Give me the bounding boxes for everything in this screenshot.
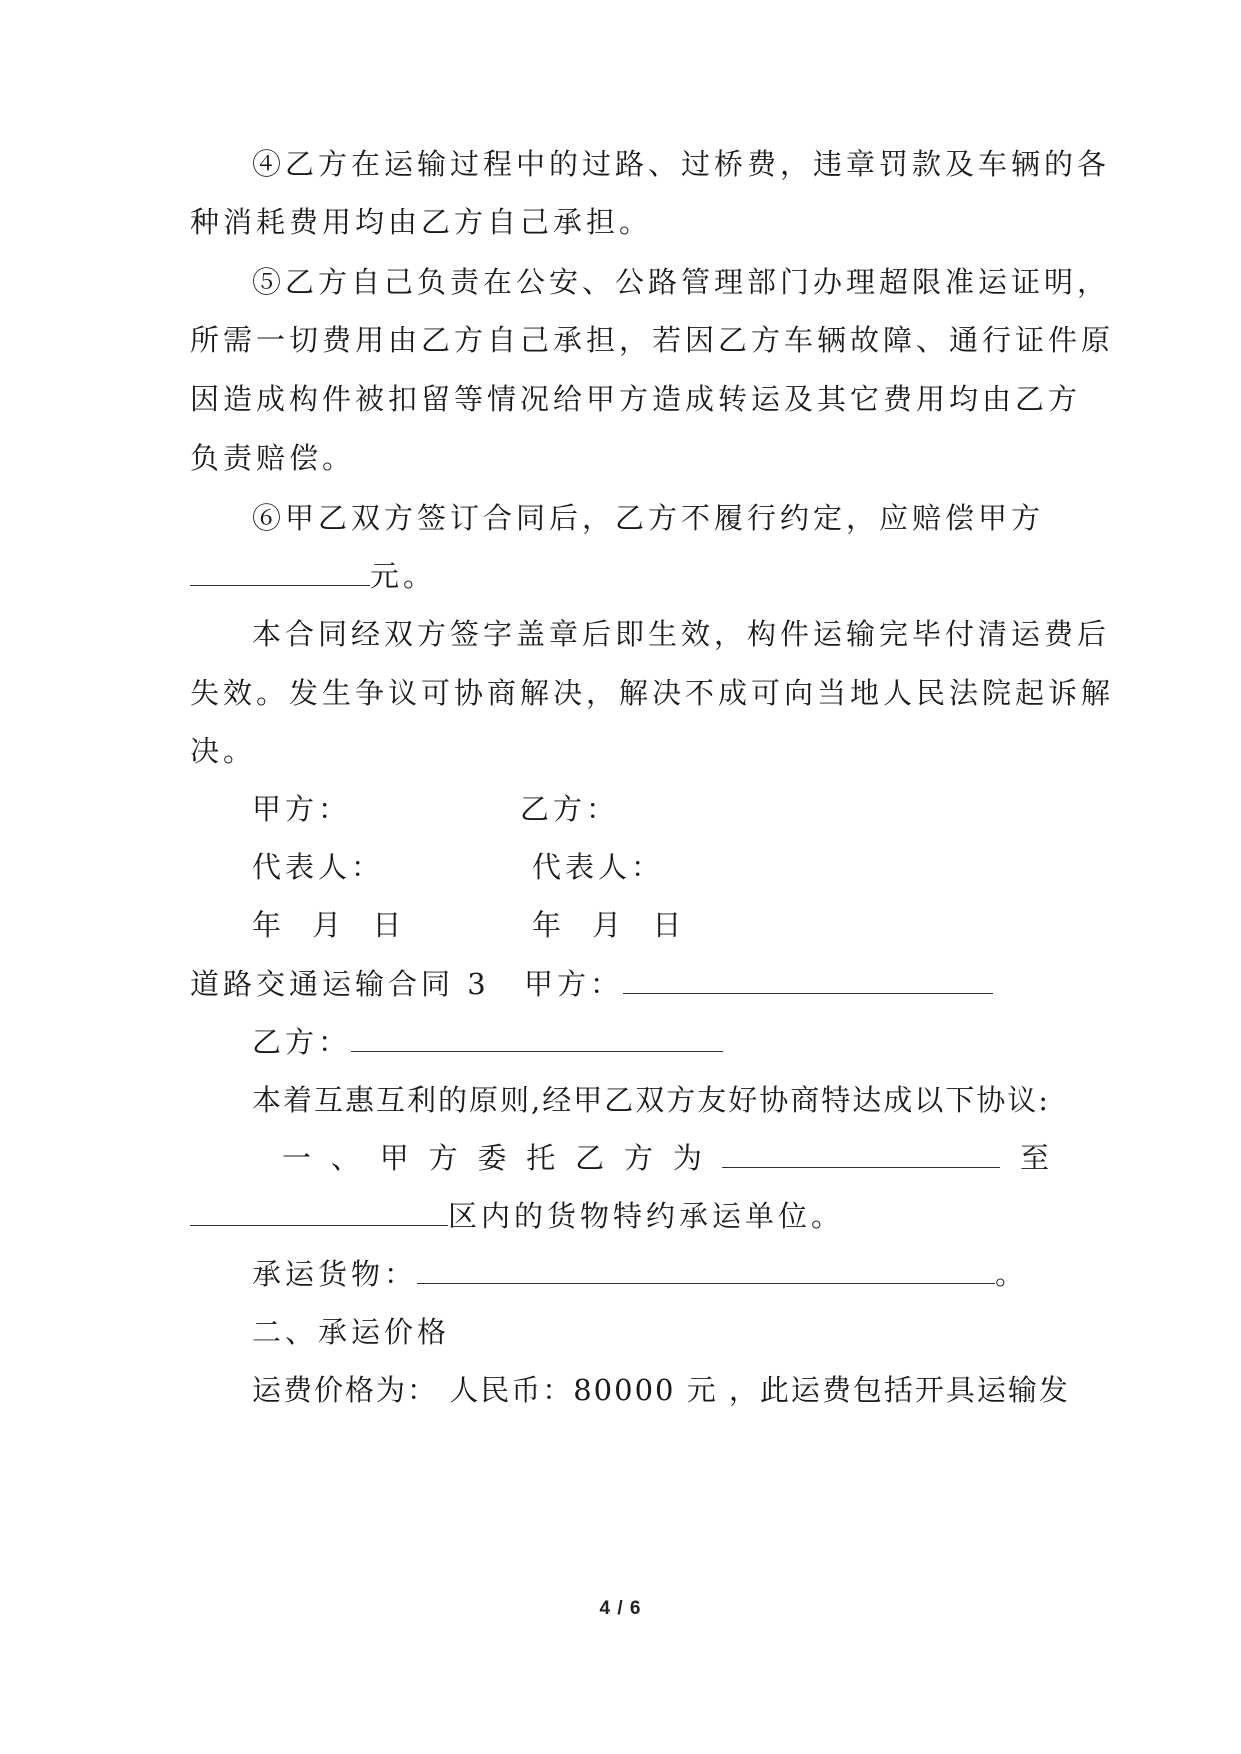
signature-date-b: 年 月 日 (532, 908, 686, 942)
contract-3-title: 道路交通运输合同 3 (190, 967, 490, 1001)
party-a-blank (623, 967, 993, 994)
clause-6-line-2 (190, 558, 1050, 594)
cargo-blank (417, 1257, 995, 1284)
item-1-char: 为 (672, 1141, 702, 1175)
principle-line: 本着互惠互利的原则,经甲乙双方友好协商特达成以下协议: (252, 1083, 1050, 1117)
item-1-char: 方 (624, 1141, 654, 1175)
effect-line-2: 失效。发生争议可协商解决，解决不成可向当地人民法院起诉解 (190, 676, 1115, 710)
signature-rep-b: 代表人： (532, 850, 665, 884)
signature-date-a: 年 月 日 (252, 908, 406, 942)
item-1-char: 一 (282, 1141, 312, 1175)
clause-4-line-1: ④乙方在运输过程中的过路、过桥费，违章罚款及车辆的各 (252, 147, 1111, 181)
compensation-amount-blank (190, 559, 370, 586)
signature-rep-a: 代表人： (252, 850, 385, 884)
effect-line-3: 决。 (190, 734, 257, 768)
party-a-label: 甲方： (524, 967, 624, 1001)
signature-party-b: 乙方： (520, 792, 620, 826)
item-1-region-blank (190, 1199, 448, 1226)
item-1-line-2 (190, 1198, 844, 1234)
cargo-label: 承运货物： (252, 1257, 418, 1291)
item-1-char: 委 (477, 1141, 507, 1175)
page-number: 4 / 6 (599, 1598, 642, 1619)
item-1-char: 托 (526, 1141, 556, 1175)
cargo-suffix: 。 (995, 1257, 1029, 1291)
item-1-line-2-suffix: 区内的货物特约承运单位。 (448, 1199, 845, 1233)
clause-5-line-3: 因造成构件被扣留等情况给甲方造成转运及其它费用均由乙方 (190, 382, 1082, 416)
price-line: 运费价格为： 人民币：80000 元 ，此运费包括开具运输发 (252, 1373, 1070, 1407)
contract-3-party-a (524, 966, 993, 1002)
party-b-blank (351, 1025, 723, 1052)
item-1-char: 方 (428, 1141, 458, 1175)
clause-4-line-2: 种消耗费用均由乙方自己承担。 (190, 205, 653, 239)
contract-3-party-b (252, 1024, 723, 1060)
party-b-label: 乙方： (252, 1025, 352, 1059)
clause-5-line-2: 所需一切费用由乙方自己承担，若因乙方车辆故障、通行证件原 (190, 323, 1115, 357)
item-1-destination-blank-line (722, 1140, 1000, 1176)
section-2-heading: 二、承运价格 (252, 1315, 451, 1349)
item-1-char: 乙 (575, 1141, 605, 1175)
clause-5-line-1: ⑤乙方自己负责在公安、公路管理部门办理超限准运证明， (252, 265, 1111, 299)
signature-party-a: 甲方： (252, 792, 352, 826)
item-1-origin-blank (722, 1141, 1000, 1168)
compensation-suffix: 元。 (370, 559, 437, 593)
cargo-line (252, 1256, 1028, 1292)
clause-6-line-1: ⑥甲乙双方签订合同后，乙方不履行约定，应赔偿甲方 (252, 501, 1045, 535)
item-1-char: 、 (330, 1141, 360, 1175)
clause-5-line-4: 负责赔偿。 (190, 441, 356, 475)
item-1-to: 至 (1020, 1141, 1054, 1175)
effect-line-1: 本合同经双方签字盖章后即生效，构件运输完毕付清运费后 (252, 617, 1111, 651)
item-1-char: 甲 (379, 1141, 409, 1175)
